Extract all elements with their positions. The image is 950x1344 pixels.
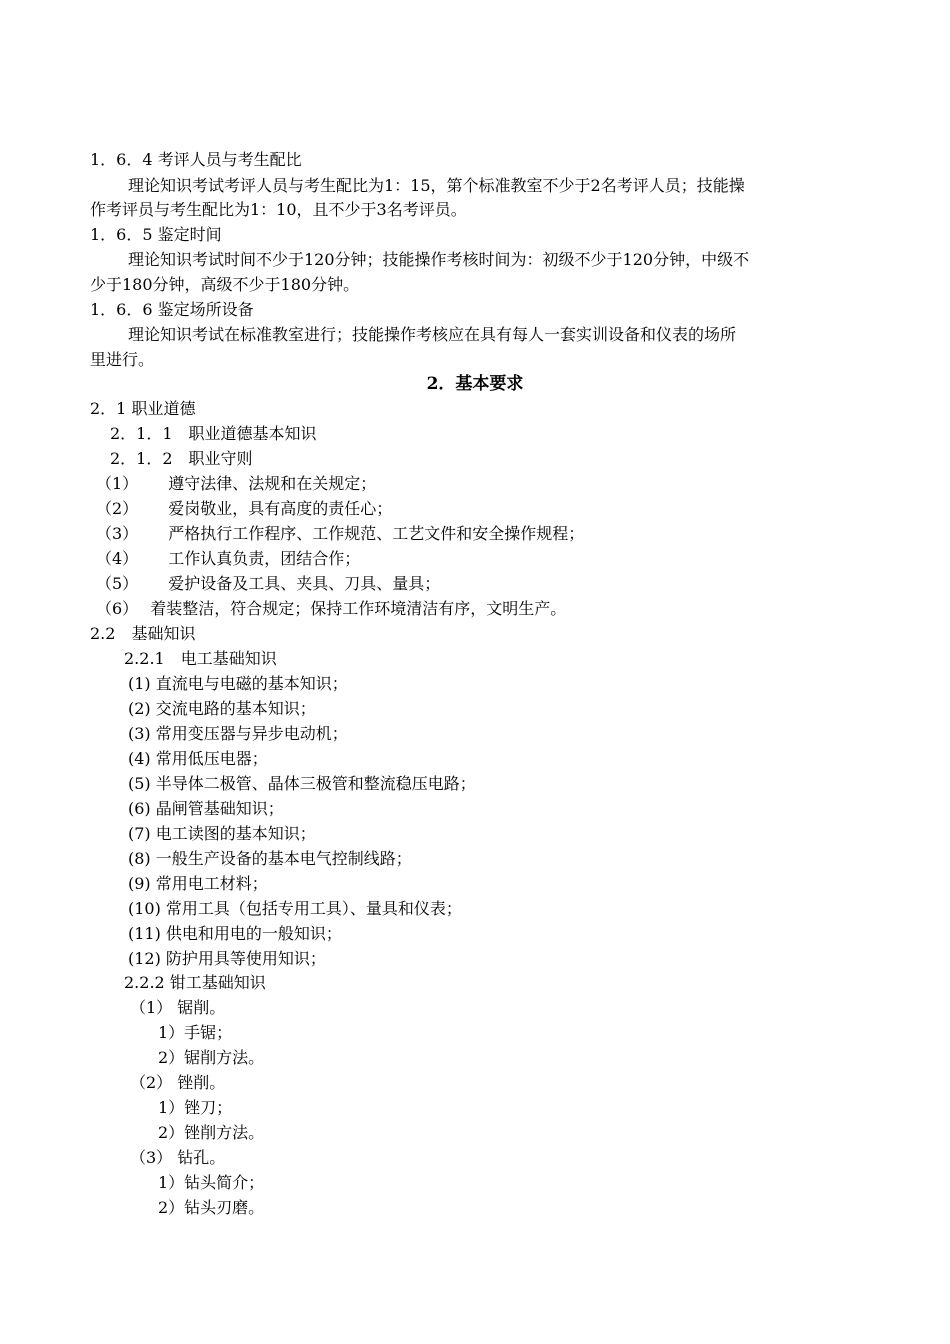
section-1-6-5-heading: 1．6．5 鉴定时间 xyxy=(90,225,222,244)
rule-number: （1） xyxy=(96,474,139,493)
group-item: 2）钻头刃磨。 xyxy=(158,1198,265,1217)
section-1-6-5-paragraph-line-1: 理论知识考试时间不少于120分钟；技能操作考核时间为：初级不少于120分钟，中级不 xyxy=(128,250,750,269)
section-2-1-2-heading: 2．1．2 职业守则 xyxy=(110,449,253,468)
rule-text: 爱护设备及工具、夹具、刀具、量具； xyxy=(168,574,441,593)
group-title: （1） 锯削。 xyxy=(130,998,226,1017)
list-item: (6) 晶闸管基础知识； xyxy=(128,799,284,818)
group-item: 1）钻头简介； xyxy=(158,1173,265,1192)
rule-text: 爱岗敬业，具有高度的责任心； xyxy=(168,499,393,518)
rule-text: 遵守法律、法规和在关规定； xyxy=(168,474,377,493)
section-1-6-6-heading: 1．6．6 鉴定场所设备 xyxy=(90,300,254,319)
section-1-6-4-paragraph-line-1: 理论知识考试考评人员与考生配比为1：15，第个标准教室不少于2名考评人员；技能操 xyxy=(128,176,745,195)
list-item: (5) 半导体二极管、晶体三极管和整流稳压电路； xyxy=(128,774,476,793)
list-item: (12) 防护用具等使用知识； xyxy=(128,949,326,968)
group-title: （2） 锉削。 xyxy=(130,1073,226,1092)
rule-number: （5） xyxy=(96,574,139,593)
rule-item xyxy=(96,572,440,596)
section-1-6-4-heading: 1．6．4 考评人员与考生配比 xyxy=(90,150,302,169)
list-item: (3) 常用变压器与异步电动机； xyxy=(128,724,348,743)
rule-item xyxy=(96,472,376,496)
list-item: (11) 供电和用电的一般知识； xyxy=(128,924,342,943)
section-2-2-1-heading: 2.2.1 电工基础知识 xyxy=(124,649,277,668)
group-item: 1）锉刀； xyxy=(158,1098,233,1117)
section-2-1-1-heading: 2．1．1 职业道德基本知识 xyxy=(110,424,317,443)
rule-text: 严格执行工作程序、工作规范、工艺文件和安全操作规程； xyxy=(168,524,585,543)
list-item: (9) 常用电工材料； xyxy=(128,874,268,893)
rule-item xyxy=(96,597,566,621)
section-2-2-heading: 2.2 基础知识 xyxy=(90,624,196,643)
section-1-6-6-paragraph-line-1: 理论知识考试在标准教室进行；技能操作考核应在具有每人一套实训设备和仪表的场所 xyxy=(128,325,737,344)
group-item: 1）手锯； xyxy=(158,1023,233,1042)
rule-item xyxy=(96,522,584,546)
list-item: (7) 电工读图的基本知识； xyxy=(128,824,316,843)
chapter-2-title: 2．基本要求 xyxy=(426,374,524,394)
rule-item xyxy=(96,547,360,571)
rule-text: 工作认真负责，团结合作； xyxy=(168,549,361,568)
list-item: (4) 常用低压电器； xyxy=(128,749,268,768)
rule-number: （6） xyxy=(96,599,139,618)
rule-item xyxy=(96,497,392,521)
group-item: 2）锉削方法。 xyxy=(158,1123,265,1142)
list-item: (2) 交流电路的基本知识； xyxy=(128,699,316,718)
section-1-6-5-paragraph-line-2: 少于180分钟，高级不少于180分钟。 xyxy=(90,275,360,294)
section-1-6-6-paragraph-line-2: 里进行。 xyxy=(90,350,155,369)
rule-number: （4） xyxy=(96,549,139,568)
rule-number: （3） xyxy=(96,524,139,543)
section-1-6-4-paragraph-line-2: 作考评员与考生配比为1：10，且不少于3名考评员。 xyxy=(90,200,467,219)
group-item: 2）锯削方法。 xyxy=(158,1048,265,1067)
section-2-1-heading: 2．1 职业道德 xyxy=(90,399,196,418)
rule-text: 着装整洁，符合规定；保持工作环境清洁有序，文明生产。 xyxy=(150,599,567,618)
list-item: (8) 一般生产设备的基本电气控制线路； xyxy=(128,849,412,868)
group-title: （3） 钻孔。 xyxy=(130,1148,226,1167)
list-item: (1) 直流电与电磁的基本知识； xyxy=(128,674,348,693)
rule-number: （2） xyxy=(96,499,139,518)
section-2-2-2-heading: 2.2.2 钳工基础知识 xyxy=(124,973,266,992)
list-item: (10) 常用工具（包括专用工具）、量具和仪表； xyxy=(128,899,462,918)
